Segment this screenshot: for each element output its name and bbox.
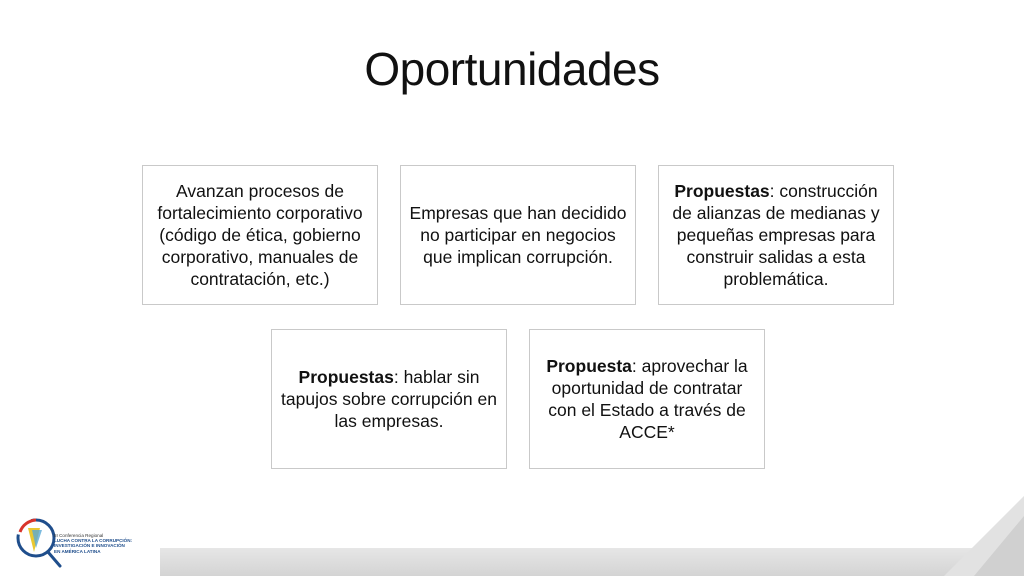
opportunity-box-2	[400, 165, 636, 305]
opportunity-box-5	[529, 329, 765, 469]
opportunity-box-1	[142, 165, 378, 305]
box-4-text: Propuestas: hablar sin tapujos sobre corrupción en las empresas.	[281, 367, 497, 431]
opportunity-box-4	[271, 329, 507, 469]
box-5-text: Propuesta: aprovechar la oportunidad de contratar con el Estado a través de ACCE*	[546, 356, 748, 442]
footer-band	[160, 548, 1024, 576]
footer-corner-decoration-dark	[974, 516, 1024, 576]
box-2-text: Empresas que han decidido no participar en negocios que implican corrupción.	[409, 203, 627, 267]
box-1-text: Avanzan procesos de fortalecimiento corporativo (código de ética, gobierno corporativo, manuales de contratación, etc.)	[157, 181, 363, 289]
box-3-text: Propuestas: construcción de alianzas de medianas y pequeñas empresas para construir salidas a esta problemática.	[672, 181, 880, 289]
slide-title: Oportunidades	[364, 43, 660, 95]
conference-logo-text: III Conferencia Regional LUCHA CONTRA LA CORRUPCIÓN: INVESTIGACIÓN E INNOVACIÓN EN AMÉRICA LATINA	[54, 533, 133, 554]
opportunity-box-3	[658, 165, 894, 305]
